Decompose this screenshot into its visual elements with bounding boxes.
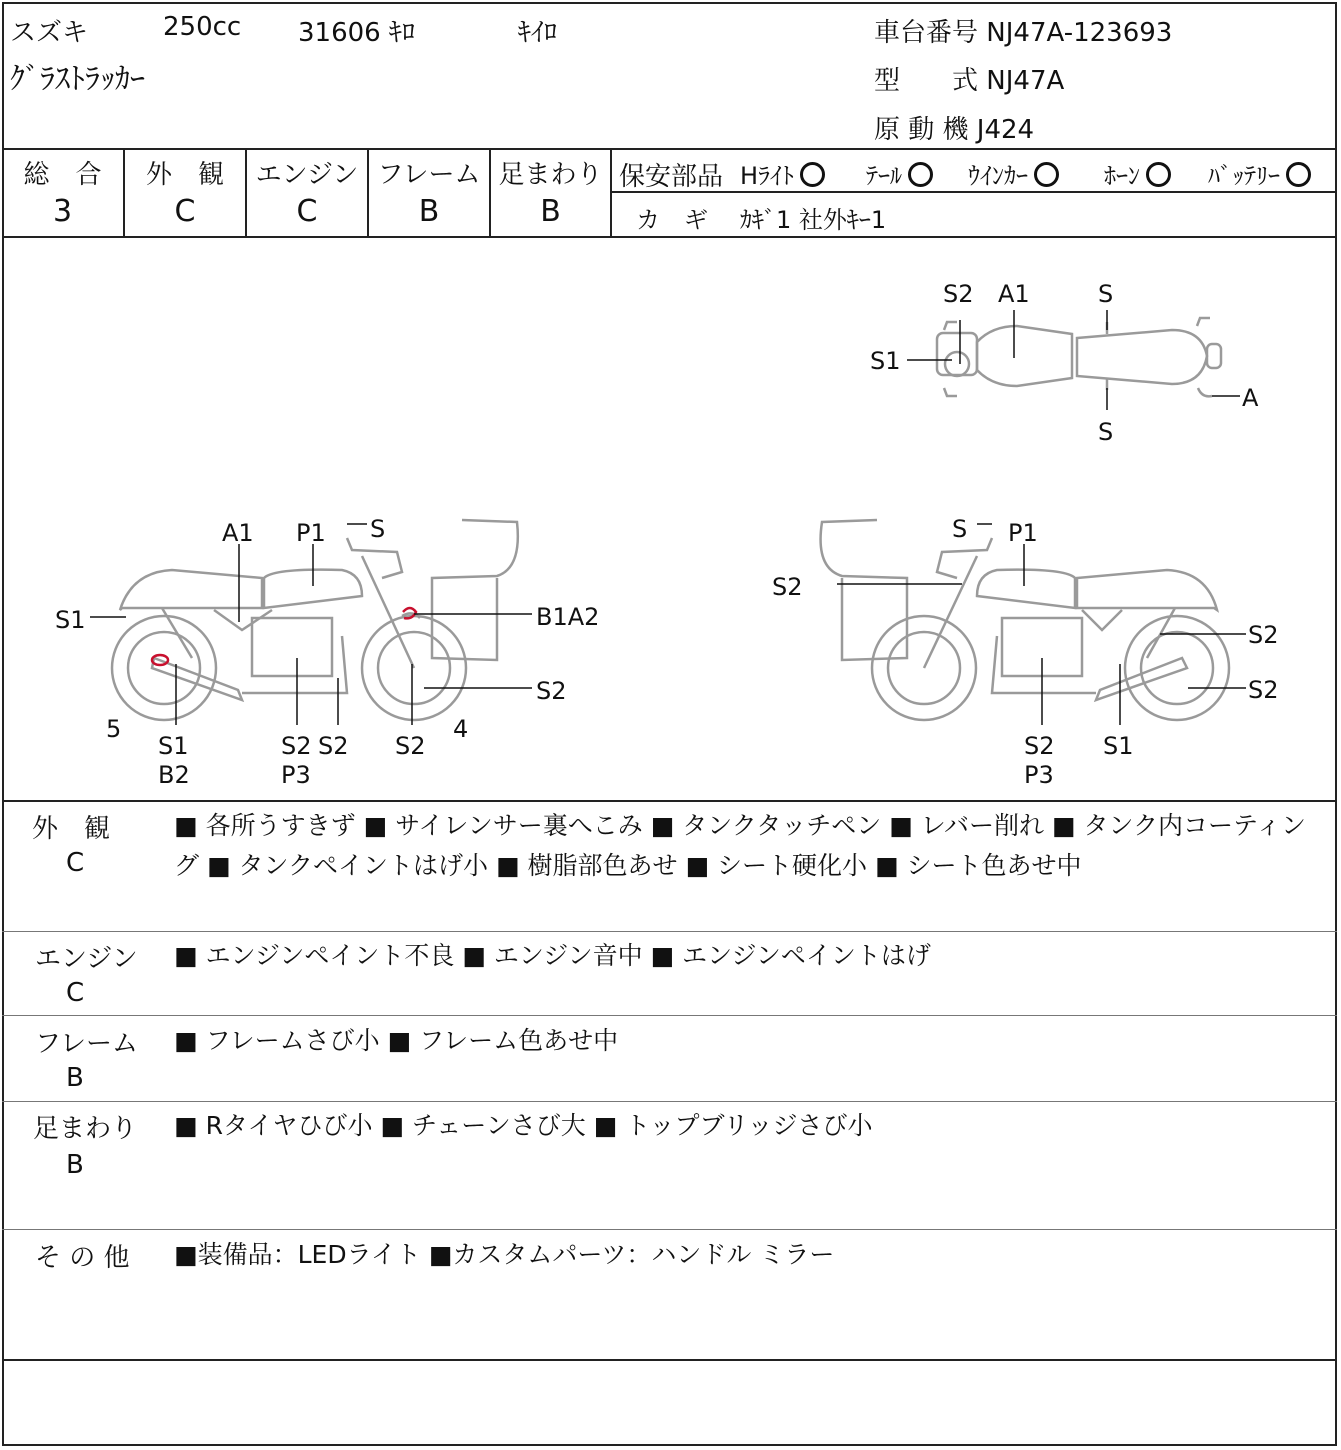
divider [2,1015,1337,1016]
safety-item-label: Hﾗｲﾄ [740,162,795,190]
grade-value-frame: B [418,194,440,229]
safety-item-label: ﾊﾞｯﾃﾘｰ [1208,162,1280,190]
label-right-P1: P1 [1008,519,1038,547]
ok-mark-icon [1286,162,1311,187]
label-left-P3: P3 [281,761,311,789]
ok-mark-icon [908,162,933,187]
note-text: ■ エンジンペイント不良 ■ エンジン音中 ■ エンジンペイントはげ [174,941,931,970]
note-grade: C [66,848,85,878]
note-grade: B [66,1150,84,1180]
model-code-label: 型 式 [874,66,979,96]
label-right-S2-r1: S2 [1248,621,1279,649]
grade-label-engine: エンジン [255,160,359,190]
label-left-S2a: S2 [281,732,312,760]
label-top-S: S [1098,280,1114,308]
safety-item-label: ｳｲﾝｶｰ [968,162,1028,190]
label-right-S1: S1 [1103,732,1134,760]
label-top-A: A [1242,384,1259,412]
note-text: ■装備品：LEDライト ■カスタムパーツ：ハンドル ミラー [174,1240,835,1269]
grade-value-suspension: B [540,194,561,229]
damage-diagram [2,238,1337,800]
frame-no-value: NJ47A-123693 [986,18,1173,48]
displacement: 250cc [163,12,242,42]
grade-label-frame: フレーム [377,160,481,190]
label-left-S2b: S2 [318,732,349,760]
frame-no [874,12,1172,49]
grade-value-overall: 3 [52,194,73,229]
left-view-leaders [90,524,532,725]
model-name: ｸﾞﾗｽﾄﾗｯｶｰ [10,62,145,97]
note-text: ■ フレームさび小 ■ フレーム色あせ中 [174,1026,619,1055]
key-value: ｶｷﾞ1 社外ｷｰ1 [740,206,887,234]
label-top-S-bottom: S [1098,418,1114,446]
mileage-value: 31606 [298,18,381,48]
note-text: ■ Rタイヤひび小 ■ チェーンさび大 ■ トップブリッジさび小 [174,1111,873,1140]
label-right-S2-r2: S2 [1248,676,1279,704]
note-label: 外 観 [32,814,111,844]
grade-label-overall: 総 合 [23,160,102,190]
note-label: そ の 他 [35,1243,130,1273]
divider [2,1359,1337,1361]
safety-label: 保安部品 [619,162,724,192]
label-right-S2-left: S2 [772,573,803,601]
label-left-B1A2: B1A2 [536,603,600,631]
mileage-type: ｷｲﾛ [518,18,558,48]
divider [2,1101,1337,1102]
engine-code [874,109,1034,146]
note-grade: C [66,978,85,1008]
engine-code-label: 原 動 機 [874,115,969,145]
label-left-S1b: S1 [158,732,189,760]
motorcycle-top-view [937,318,1221,396]
safety-item-horn [1104,156,1171,191]
note-label: フレーム [35,1029,138,1059]
label-left-A1: A1 [222,519,254,547]
motorcycle-right-view [821,520,1229,720]
divider [2,931,1337,932]
ok-mark-icon [1146,162,1171,187]
grade-label-exterior: 外 観 [145,160,224,190]
key-label: カ ギ [636,206,708,234]
divider [2,148,1337,150]
safety-item-battery [1208,156,1311,191]
model-code [874,60,1064,97]
motorcycle-left-view [112,520,518,720]
grade-value-engine: C [296,194,318,229]
label-left-S2c: S2 [395,732,426,760]
mileage [298,12,415,49]
grade-label-suspension: 足まわり [498,160,603,190]
label-right-S: S [952,515,968,543]
label-left-B2: B2 [158,761,190,789]
divider [2,800,1337,802]
label-right-P3: P3 [1024,761,1054,789]
model-code-value: NJ47A [986,66,1065,96]
label-left-5: 5 [106,715,122,743]
label-left-S1: S1 [55,606,86,634]
label-left-S: S [370,515,386,543]
ok-mark-icon [1034,162,1059,187]
engine-code-value: J424 [976,115,1035,145]
safety-item-label: ﾎｰﾝ [1104,162,1140,190]
ok-mark-icon [800,162,825,187]
note-label: エンジン [35,944,138,974]
mileage-unit: ｷﾛ [388,18,415,48]
frame-no-label: 車台番号 [874,18,979,48]
label-left-P1: P1 [296,519,326,547]
safety-item-tail [866,156,933,191]
grade-value-exterior: C [174,194,196,229]
label-top-S1: S1 [870,347,901,375]
label-left-S2-front: S2 [536,677,567,705]
note-grade: B [66,1063,84,1093]
label-left-4: 4 [453,715,469,743]
safety-item-headlight [740,156,825,191]
divider [2,1229,1337,1230]
safety-item-label: ﾃｰﾙ [866,162,902,190]
safety-item-winker [968,156,1059,191]
note-label: 足まわり [33,1114,138,1144]
label-top-S2: S2 [943,280,974,308]
maker: スズキ [10,18,89,48]
note-text: ■ 各所うすきず ■ サイレンサー裏へこみ ■ タンクタッチペン ■ レバー削れ ■ タンク内コーティング ■ タンクペイントはげ小 ■ 樹脂部色あせ ■ シート硬化小 ■ シート色あせ中 [174,811,1307,880]
label-right-S2b: S2 [1024,732,1055,760]
label-top-A1: A1 [998,280,1030,308]
